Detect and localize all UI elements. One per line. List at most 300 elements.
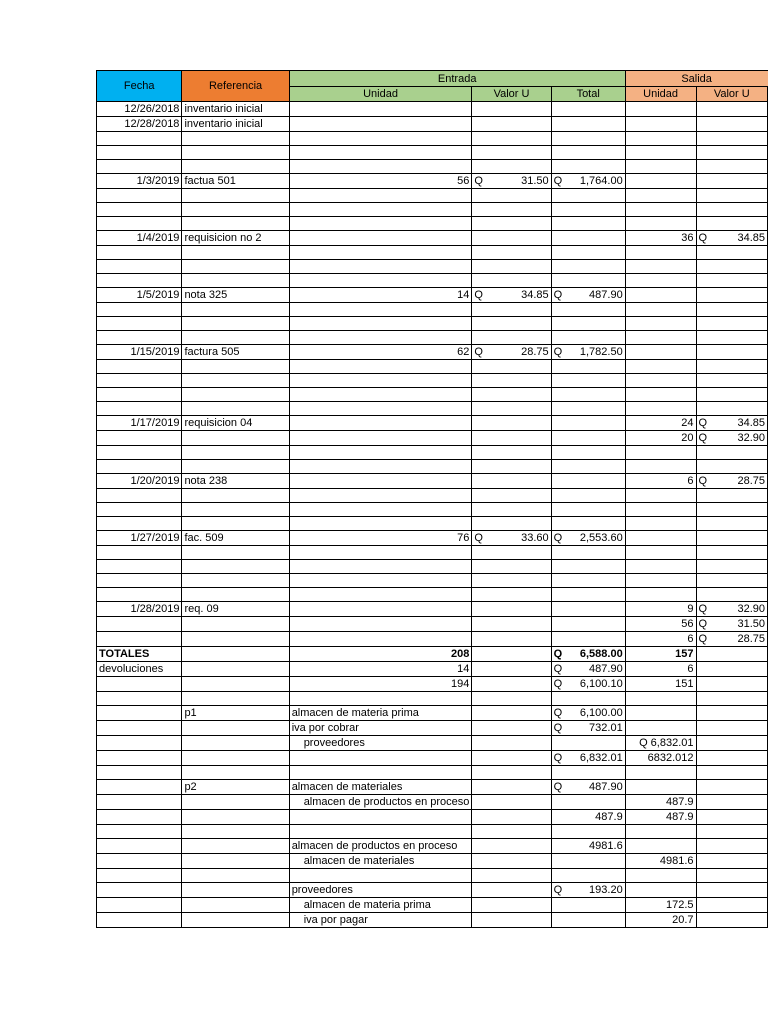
label-cell[interactable]: devoluciones bbox=[97, 662, 182, 677]
account-cell[interactable]: almacen de materiales bbox=[289, 854, 472, 869]
salida-unidad-cell[interactable]: 487.9 bbox=[625, 795, 696, 810]
fecha-cell[interactable] bbox=[97, 677, 182, 692]
entrada-valor-u-cell[interactable] bbox=[472, 146, 551, 160]
entrada-total-cell[interactable] bbox=[551, 780, 625, 795]
entrada-valor-u-cell[interactable] bbox=[472, 546, 551, 560]
entrada-total-cell[interactable] bbox=[551, 854, 625, 869]
fecha-cell[interactable] bbox=[97, 632, 182, 647]
entrada-unidad-cell[interactable] bbox=[289, 303, 472, 317]
salida-valor-u-cell[interactable] bbox=[696, 446, 768, 460]
salida-valor-u-cell[interactable] bbox=[696, 132, 768, 146]
salida-unidad-cell[interactable] bbox=[625, 766, 696, 780]
salida-valor-u-cell[interactable] bbox=[696, 692, 768, 706]
salida-valor-u-cell[interactable] bbox=[696, 617, 768, 632]
header-fecha[interactable]: Fecha bbox=[97, 71, 182, 102]
fecha-cell[interactable] bbox=[97, 132, 182, 146]
salida-valor-u-cell[interactable] bbox=[696, 503, 768, 517]
entrada-total-cell[interactable] bbox=[551, 146, 625, 160]
referencia-cell[interactable]: inventario inicial bbox=[182, 117, 289, 132]
fecha-cell[interactable] bbox=[97, 780, 182, 795]
referencia-cell[interactable] bbox=[182, 402, 289, 416]
entrada-valor-u-cell[interactable] bbox=[472, 431, 551, 446]
fecha-cell[interactable] bbox=[97, 203, 182, 217]
entrada-total-cell[interactable] bbox=[551, 531, 625, 546]
entrada-unidad-cell[interactable] bbox=[289, 766, 472, 780]
entrada-total-cell[interactable] bbox=[551, 231, 625, 246]
salida-valor-u-cell[interactable] bbox=[696, 160, 768, 174]
salida-valor-u-cell[interactable] bbox=[696, 854, 768, 869]
salida-valor-u-cell[interactable] bbox=[696, 345, 768, 360]
salida-valor-u-cell[interactable] bbox=[696, 531, 768, 546]
fecha-cell[interactable] bbox=[97, 517, 182, 531]
referencia-cell[interactable] bbox=[182, 446, 289, 460]
salida-unidad-cell[interactable]: 6 bbox=[625, 662, 696, 677]
referencia-cell[interactable] bbox=[182, 317, 289, 331]
account-cell[interactable]: proveedores bbox=[289, 883, 472, 898]
salida-valor-u-cell[interactable] bbox=[696, 677, 768, 692]
salida-valor-u-cell[interactable] bbox=[696, 102, 768, 117]
salida-valor-u-cell[interactable] bbox=[696, 374, 768, 388]
referencia-cell[interactable]: factua 501 bbox=[182, 174, 289, 189]
entrada-valor-u-cell[interactable] bbox=[472, 810, 551, 825]
entrada-total-cell[interactable] bbox=[551, 662, 625, 677]
referencia-cell[interactable] bbox=[182, 913, 289, 928]
header-entrada-total[interactable]: Total bbox=[551, 87, 625, 102]
referencia-cell[interactable] bbox=[182, 274, 289, 288]
referencia-cell[interactable] bbox=[182, 898, 289, 913]
referencia-cell[interactable] bbox=[182, 260, 289, 274]
referencia-cell[interactable] bbox=[182, 388, 289, 402]
account-cell[interactable]: iva por cobrar bbox=[289, 721, 472, 736]
salida-valor-u-cell[interactable] bbox=[696, 274, 768, 288]
referencia-cell[interactable]: factura 505 bbox=[182, 345, 289, 360]
salida-unidad-cell[interactable] bbox=[625, 869, 696, 883]
entrada-unidad-cell[interactable] bbox=[289, 431, 472, 446]
salida-valor-u-cell[interactable] bbox=[696, 706, 768, 721]
salida-valor-u-cell[interactable] bbox=[696, 839, 768, 854]
entrada-valor-u-cell[interactable] bbox=[472, 588, 551, 602]
fecha-cell[interactable]: 1/3/2019 bbox=[97, 174, 182, 189]
fecha-cell[interactable] bbox=[97, 460, 182, 474]
entrada-unidad-cell[interactable] bbox=[289, 503, 472, 517]
entrada-total-cell[interactable] bbox=[551, 117, 625, 132]
referencia-cell[interactable] bbox=[182, 839, 289, 854]
entrada-total-cell[interactable] bbox=[551, 160, 625, 174]
salida-valor-u-cell[interactable] bbox=[696, 913, 768, 928]
fecha-cell[interactable] bbox=[97, 446, 182, 460]
entrada-unidad-cell[interactable]: 208 bbox=[289, 647, 472, 662]
entrada-total-cell[interactable] bbox=[551, 217, 625, 231]
referencia-cell[interactable] bbox=[182, 766, 289, 780]
salida-unidad-cell[interactable] bbox=[625, 706, 696, 721]
entrada-total-cell[interactable] bbox=[551, 416, 625, 431]
salida-valor-u-cell[interactable] bbox=[696, 174, 768, 189]
salida-valor-u-cell[interactable] bbox=[696, 317, 768, 331]
salida-unidad-cell[interactable] bbox=[625, 503, 696, 517]
entrada-valor-u-cell[interactable] bbox=[472, 766, 551, 780]
fecha-cell[interactable] bbox=[97, 217, 182, 231]
salida-unidad-cell[interactable] bbox=[625, 517, 696, 531]
entrada-total-cell[interactable] bbox=[551, 795, 625, 810]
salida-unidad-cell[interactable]: 20.7 bbox=[625, 913, 696, 928]
entrada-unidad-cell[interactable] bbox=[289, 869, 472, 883]
entrada-total-cell[interactable] bbox=[551, 517, 625, 531]
referencia-cell[interactable] bbox=[182, 883, 289, 898]
salida-valor-u-cell[interactable] bbox=[696, 780, 768, 795]
salida-valor-u-cell[interactable] bbox=[696, 869, 768, 883]
account-cell[interactable]: almacen de materiales bbox=[289, 780, 472, 795]
salida-unidad-cell[interactable] bbox=[625, 160, 696, 174]
header-entrada-unidad[interactable]: Unidad bbox=[289, 87, 472, 102]
entrada-unidad-cell[interactable] bbox=[289, 416, 472, 431]
fecha-cell[interactable]: 1/17/2019 bbox=[97, 416, 182, 431]
salida-unidad-cell[interactable] bbox=[625, 531, 696, 546]
entrada-valor-u-cell[interactable] bbox=[472, 388, 551, 402]
entrada-total-cell[interactable] bbox=[551, 102, 625, 117]
salida-unidad-cell[interactable] bbox=[625, 217, 696, 231]
entrada-unidad-cell[interactable]: 14 bbox=[289, 662, 472, 677]
entrada-valor-u-cell[interactable] bbox=[472, 160, 551, 174]
salida-unidad-cell[interactable]: 487.9 bbox=[625, 810, 696, 825]
salida-valor-u-cell[interactable] bbox=[696, 560, 768, 574]
entrada-total-cell[interactable] bbox=[551, 721, 625, 736]
salida-unidad-cell[interactable] bbox=[625, 388, 696, 402]
fecha-cell[interactable] bbox=[97, 546, 182, 560]
fecha-cell[interactable] bbox=[97, 246, 182, 260]
fecha-cell[interactable] bbox=[97, 189, 182, 203]
entrada-valor-u-cell[interactable] bbox=[472, 602, 551, 617]
salida-valor-u-cell[interactable] bbox=[696, 588, 768, 602]
referencia-cell[interactable] bbox=[182, 360, 289, 374]
entrada-valor-u-cell[interactable] bbox=[472, 460, 551, 474]
entrada-valor-u-cell[interactable] bbox=[472, 288, 551, 303]
fecha-cell[interactable] bbox=[97, 825, 182, 839]
salida-unidad-cell[interactable]: 56 bbox=[625, 617, 696, 632]
salida-valor-u-cell[interactable] bbox=[696, 489, 768, 503]
referencia-cell[interactable]: p2 bbox=[182, 780, 289, 795]
salida-unidad-cell[interactable] bbox=[625, 825, 696, 839]
entrada-total-cell[interactable] bbox=[551, 736, 625, 751]
entrada-valor-u-cell[interactable] bbox=[472, 531, 551, 546]
fecha-cell[interactable] bbox=[97, 617, 182, 632]
fecha-cell[interactable] bbox=[97, 898, 182, 913]
entrada-valor-u-cell[interactable] bbox=[472, 854, 551, 869]
entrada-total-cell[interactable] bbox=[551, 360, 625, 374]
salida-valor-u-cell[interactable] bbox=[696, 795, 768, 810]
entrada-valor-u-cell[interactable] bbox=[472, 402, 551, 416]
salida-unidad-cell[interactable] bbox=[625, 117, 696, 132]
salida-unidad-cell[interactable] bbox=[625, 246, 696, 260]
referencia-cell[interactable] bbox=[182, 869, 289, 883]
fecha-cell[interactable] bbox=[97, 766, 182, 780]
salida-unidad-cell[interactable] bbox=[625, 146, 696, 160]
referencia-cell[interactable] bbox=[182, 489, 289, 503]
entrada-valor-u-cell[interactable] bbox=[472, 416, 551, 431]
entrada-unidad-cell[interactable] bbox=[289, 217, 472, 231]
entrada-total-cell[interactable] bbox=[551, 913, 625, 928]
salida-valor-u-cell[interactable] bbox=[696, 602, 768, 617]
referencia-cell[interactable] bbox=[182, 574, 289, 588]
salida-unidad-cell[interactable] bbox=[625, 883, 696, 898]
entrada-unidad-cell[interactable]: 14 bbox=[289, 288, 472, 303]
entrada-valor-u-cell[interactable] bbox=[472, 898, 551, 913]
entrada-total-cell[interactable] bbox=[551, 246, 625, 260]
entrada-valor-u-cell[interactable] bbox=[472, 174, 551, 189]
entrada-unidad-cell[interactable] bbox=[289, 331, 472, 345]
fecha-cell[interactable]: 1/27/2019 bbox=[97, 531, 182, 546]
fecha-cell[interactable]: 1/28/2019 bbox=[97, 602, 182, 617]
referencia-cell[interactable] bbox=[182, 617, 289, 632]
salida-valor-u-cell[interactable] bbox=[696, 388, 768, 402]
entrada-valor-u-cell[interactable] bbox=[472, 246, 551, 260]
entrada-unidad-cell[interactable] bbox=[289, 117, 472, 132]
entrada-unidad-cell[interactable] bbox=[289, 474, 472, 489]
entrada-valor-u-cell[interactable] bbox=[472, 231, 551, 246]
salida-valor-u-cell[interactable] bbox=[696, 546, 768, 560]
salida-unidad-cell[interactable] bbox=[625, 780, 696, 795]
referencia-cell[interactable] bbox=[182, 632, 289, 647]
referencia-cell[interactable] bbox=[182, 560, 289, 574]
entrada-unidad-cell[interactable] bbox=[289, 810, 472, 825]
entrada-total-cell[interactable] bbox=[551, 647, 625, 662]
referencia-cell[interactable]: requisicion 04 bbox=[182, 416, 289, 431]
salida-valor-u-cell[interactable] bbox=[696, 416, 768, 431]
entrada-total-cell[interactable] bbox=[551, 677, 625, 692]
fecha-cell[interactable] bbox=[97, 869, 182, 883]
referencia-cell[interactable] bbox=[182, 374, 289, 388]
salida-valor-u-cell[interactable] bbox=[696, 632, 768, 647]
fecha-cell[interactable] bbox=[97, 503, 182, 517]
referencia-cell[interactable] bbox=[182, 795, 289, 810]
fecha-cell[interactable]: 1/5/2019 bbox=[97, 288, 182, 303]
referencia-cell[interactable] bbox=[182, 517, 289, 531]
referencia-cell[interactable]: inventario inicial bbox=[182, 102, 289, 117]
entrada-valor-u-cell[interactable] bbox=[472, 331, 551, 345]
entrada-unidad-cell[interactable] bbox=[289, 560, 472, 574]
salida-valor-u-cell[interactable] bbox=[696, 146, 768, 160]
entrada-unidad-cell[interactable]: 62 bbox=[289, 345, 472, 360]
entrada-total-cell[interactable] bbox=[551, 303, 625, 317]
entrada-valor-u-cell[interactable] bbox=[472, 617, 551, 632]
referencia-cell[interactable] bbox=[182, 721, 289, 736]
referencia-cell[interactable] bbox=[182, 132, 289, 146]
entrada-total-cell[interactable] bbox=[551, 489, 625, 503]
entrada-valor-u-cell[interactable] bbox=[472, 117, 551, 132]
entrada-valor-u-cell[interactable] bbox=[472, 560, 551, 574]
entrada-unidad-cell[interactable] bbox=[289, 402, 472, 416]
salida-unidad-cell[interactable] bbox=[625, 360, 696, 374]
entrada-valor-u-cell[interactable] bbox=[472, 132, 551, 146]
salida-unidad-cell[interactable]: 6 bbox=[625, 474, 696, 489]
entrada-valor-u-cell[interactable] bbox=[472, 647, 551, 662]
entrada-unidad-cell[interactable] bbox=[289, 374, 472, 388]
entrada-total-cell[interactable] bbox=[551, 345, 625, 360]
entrada-unidad-cell[interactable] bbox=[289, 274, 472, 288]
salida-unidad-cell[interactable] bbox=[625, 132, 696, 146]
salida-unidad-cell[interactable]: Q 6,832.01 bbox=[625, 736, 696, 751]
salida-valor-u-cell[interactable] bbox=[696, 246, 768, 260]
entrada-valor-u-cell[interactable] bbox=[472, 503, 551, 517]
salida-unidad-cell[interactable] bbox=[625, 839, 696, 854]
label-cell[interactable]: TOTALES bbox=[97, 647, 182, 662]
entrada-valor-u-cell[interactable] bbox=[472, 303, 551, 317]
entrada-unidad-cell[interactable] bbox=[289, 692, 472, 706]
salida-unidad-cell[interactable] bbox=[625, 303, 696, 317]
salida-valor-u-cell[interactable] bbox=[696, 288, 768, 303]
fecha-cell[interactable] bbox=[97, 274, 182, 288]
entrada-total-cell[interactable] bbox=[551, 560, 625, 574]
entrada-unidad-cell[interactable]: 56 bbox=[289, 174, 472, 189]
account-cell[interactable]: almacen de productos en proceso bbox=[289, 795, 472, 810]
fecha-cell[interactable]: 1/20/2019 bbox=[97, 474, 182, 489]
fecha-cell[interactable] bbox=[97, 260, 182, 274]
fecha-cell[interactable] bbox=[97, 374, 182, 388]
entrada-valor-u-cell[interactable] bbox=[472, 574, 551, 588]
entrada-total-cell[interactable] bbox=[551, 174, 625, 189]
salida-valor-u-cell[interactable] bbox=[696, 331, 768, 345]
entrada-total-cell[interactable] bbox=[551, 898, 625, 913]
entrada-unidad-cell[interactable] bbox=[289, 146, 472, 160]
salida-valor-u-cell[interactable] bbox=[696, 517, 768, 531]
entrada-total-cell[interactable] bbox=[551, 503, 625, 517]
header-entrada[interactable]: Entrada bbox=[289, 71, 625, 87]
account-cell[interactable]: almacen de productos en proceso bbox=[289, 839, 472, 854]
entrada-unidad-cell[interactable] bbox=[289, 546, 472, 560]
fecha-cell[interactable] bbox=[97, 331, 182, 345]
entrada-valor-u-cell[interactable] bbox=[472, 203, 551, 217]
entrada-valor-u-cell[interactable] bbox=[472, 839, 551, 854]
entrada-valor-u-cell[interactable] bbox=[472, 102, 551, 117]
referencia-cell[interactable] bbox=[182, 751, 289, 766]
entrada-valor-u-cell[interactable] bbox=[472, 345, 551, 360]
fecha-cell[interactable] bbox=[97, 736, 182, 751]
entrada-valor-u-cell[interactable] bbox=[472, 721, 551, 736]
fecha-cell[interactable] bbox=[97, 692, 182, 706]
salida-unidad-cell[interactable]: 157 bbox=[625, 647, 696, 662]
entrada-total-cell[interactable] bbox=[551, 317, 625, 331]
referencia-cell[interactable] bbox=[182, 203, 289, 217]
salida-valor-u-cell[interactable] bbox=[696, 898, 768, 913]
entrada-valor-u-cell[interactable] bbox=[472, 780, 551, 795]
entrada-total-cell[interactable] bbox=[551, 706, 625, 721]
referencia-cell[interactable] bbox=[182, 431, 289, 446]
fecha-cell[interactable] bbox=[97, 574, 182, 588]
salida-valor-u-cell[interactable] bbox=[696, 825, 768, 839]
entrada-valor-u-cell[interactable] bbox=[472, 795, 551, 810]
salida-valor-u-cell[interactable] bbox=[696, 217, 768, 231]
entrada-unidad-cell[interactable] bbox=[289, 617, 472, 632]
salida-valor-u-cell[interactable] bbox=[696, 402, 768, 416]
salida-valor-u-cell[interactable] bbox=[696, 431, 768, 446]
referencia-cell[interactable] bbox=[182, 736, 289, 751]
referencia-cell[interactable] bbox=[182, 588, 289, 602]
fecha-cell[interactable] bbox=[97, 795, 182, 810]
entrada-total-cell[interactable] bbox=[551, 546, 625, 560]
salida-unidad-cell[interactable]: 6 bbox=[625, 632, 696, 647]
referencia-cell[interactable]: fac. 509 bbox=[182, 531, 289, 546]
referencia-cell[interactable]: requisicion no 2 bbox=[182, 231, 289, 246]
entrada-valor-u-cell[interactable] bbox=[472, 662, 551, 677]
entrada-valor-u-cell[interactable] bbox=[472, 260, 551, 274]
entrada-unidad-cell[interactable] bbox=[289, 825, 472, 839]
entrada-valor-u-cell[interactable] bbox=[472, 517, 551, 531]
salida-unidad-cell[interactable] bbox=[625, 203, 696, 217]
fecha-cell[interactable] bbox=[97, 431, 182, 446]
fecha-cell[interactable] bbox=[97, 913, 182, 928]
entrada-valor-u-cell[interactable] bbox=[472, 474, 551, 489]
entrada-valor-u-cell[interactable] bbox=[472, 360, 551, 374]
fecha-cell[interactable] bbox=[97, 303, 182, 317]
fecha-cell[interactable]: 12/26/2018 bbox=[97, 102, 182, 117]
entrada-unidad-cell[interactable] bbox=[289, 260, 472, 274]
entrada-total-cell[interactable] bbox=[551, 588, 625, 602]
referencia-cell[interactable]: req. 09 bbox=[182, 602, 289, 617]
entrada-unidad-cell[interactable] bbox=[289, 203, 472, 217]
entrada-total-cell[interactable] bbox=[551, 189, 625, 203]
entrada-total-cell[interactable] bbox=[551, 617, 625, 632]
fecha-cell[interactable] bbox=[97, 560, 182, 574]
fecha-cell[interactable] bbox=[97, 854, 182, 869]
salida-unidad-cell[interactable] bbox=[625, 331, 696, 345]
referencia-cell[interactable] bbox=[182, 503, 289, 517]
referencia-cell[interactable] bbox=[182, 303, 289, 317]
salida-valor-u-cell[interactable] bbox=[696, 751, 768, 766]
referencia-cell[interactable] bbox=[182, 854, 289, 869]
referencia-cell[interactable] bbox=[182, 217, 289, 231]
referencia-cell[interactable] bbox=[182, 189, 289, 203]
fecha-cell[interactable] bbox=[97, 883, 182, 898]
referencia-cell[interactable] bbox=[182, 146, 289, 160]
entrada-total-cell[interactable] bbox=[551, 274, 625, 288]
referencia-cell[interactable] bbox=[182, 662, 289, 677]
entrada-unidad-cell[interactable] bbox=[289, 602, 472, 617]
salida-unidad-cell[interactable] bbox=[625, 317, 696, 331]
entrada-total-cell[interactable] bbox=[551, 260, 625, 274]
entrada-unidad-cell[interactable] bbox=[289, 317, 472, 331]
entrada-valor-u-cell[interactable] bbox=[472, 274, 551, 288]
entrada-total-cell[interactable] bbox=[551, 883, 625, 898]
salida-valor-u-cell[interactable] bbox=[696, 189, 768, 203]
entrada-unidad-cell[interactable] bbox=[289, 632, 472, 647]
salida-valor-u-cell[interactable] bbox=[696, 662, 768, 677]
entrada-total-cell[interactable] bbox=[551, 574, 625, 588]
salida-unidad-cell[interactable] bbox=[625, 692, 696, 706]
entrada-total-cell[interactable] bbox=[551, 132, 625, 146]
salida-unidad-cell[interactable]: 20 bbox=[625, 431, 696, 446]
entrada-total-cell[interactable] bbox=[551, 602, 625, 617]
entrada-valor-u-cell[interactable] bbox=[472, 692, 551, 706]
entrada-unidad-cell[interactable] bbox=[289, 574, 472, 588]
entrada-total-cell[interactable]: 487.9 bbox=[551, 810, 625, 825]
fecha-cell[interactable]: 1/15/2019 bbox=[97, 345, 182, 360]
entrada-unidad-cell[interactable] bbox=[289, 446, 472, 460]
salida-valor-u-cell[interactable] bbox=[696, 303, 768, 317]
salida-unidad-cell[interactable] bbox=[625, 402, 696, 416]
entrada-valor-u-cell[interactable] bbox=[472, 869, 551, 883]
entrada-unidad-cell[interactable]: 76 bbox=[289, 531, 472, 546]
salida-unidad-cell[interactable] bbox=[625, 102, 696, 117]
salida-valor-u-cell[interactable] bbox=[696, 574, 768, 588]
salida-unidad-cell[interactable] bbox=[625, 460, 696, 474]
entrada-unidad-cell[interactable] bbox=[289, 751, 472, 766]
entrada-unidad-cell[interactable] bbox=[289, 189, 472, 203]
entrada-total-cell[interactable] bbox=[551, 374, 625, 388]
salida-unidad-cell[interactable] bbox=[625, 288, 696, 303]
salida-unidad-cell[interactable]: 172.5 bbox=[625, 898, 696, 913]
salida-unidad-cell[interactable]: 6832.012 bbox=[625, 751, 696, 766]
salida-unidad-cell[interactable] bbox=[625, 560, 696, 574]
entrada-total-cell[interactable] bbox=[551, 388, 625, 402]
